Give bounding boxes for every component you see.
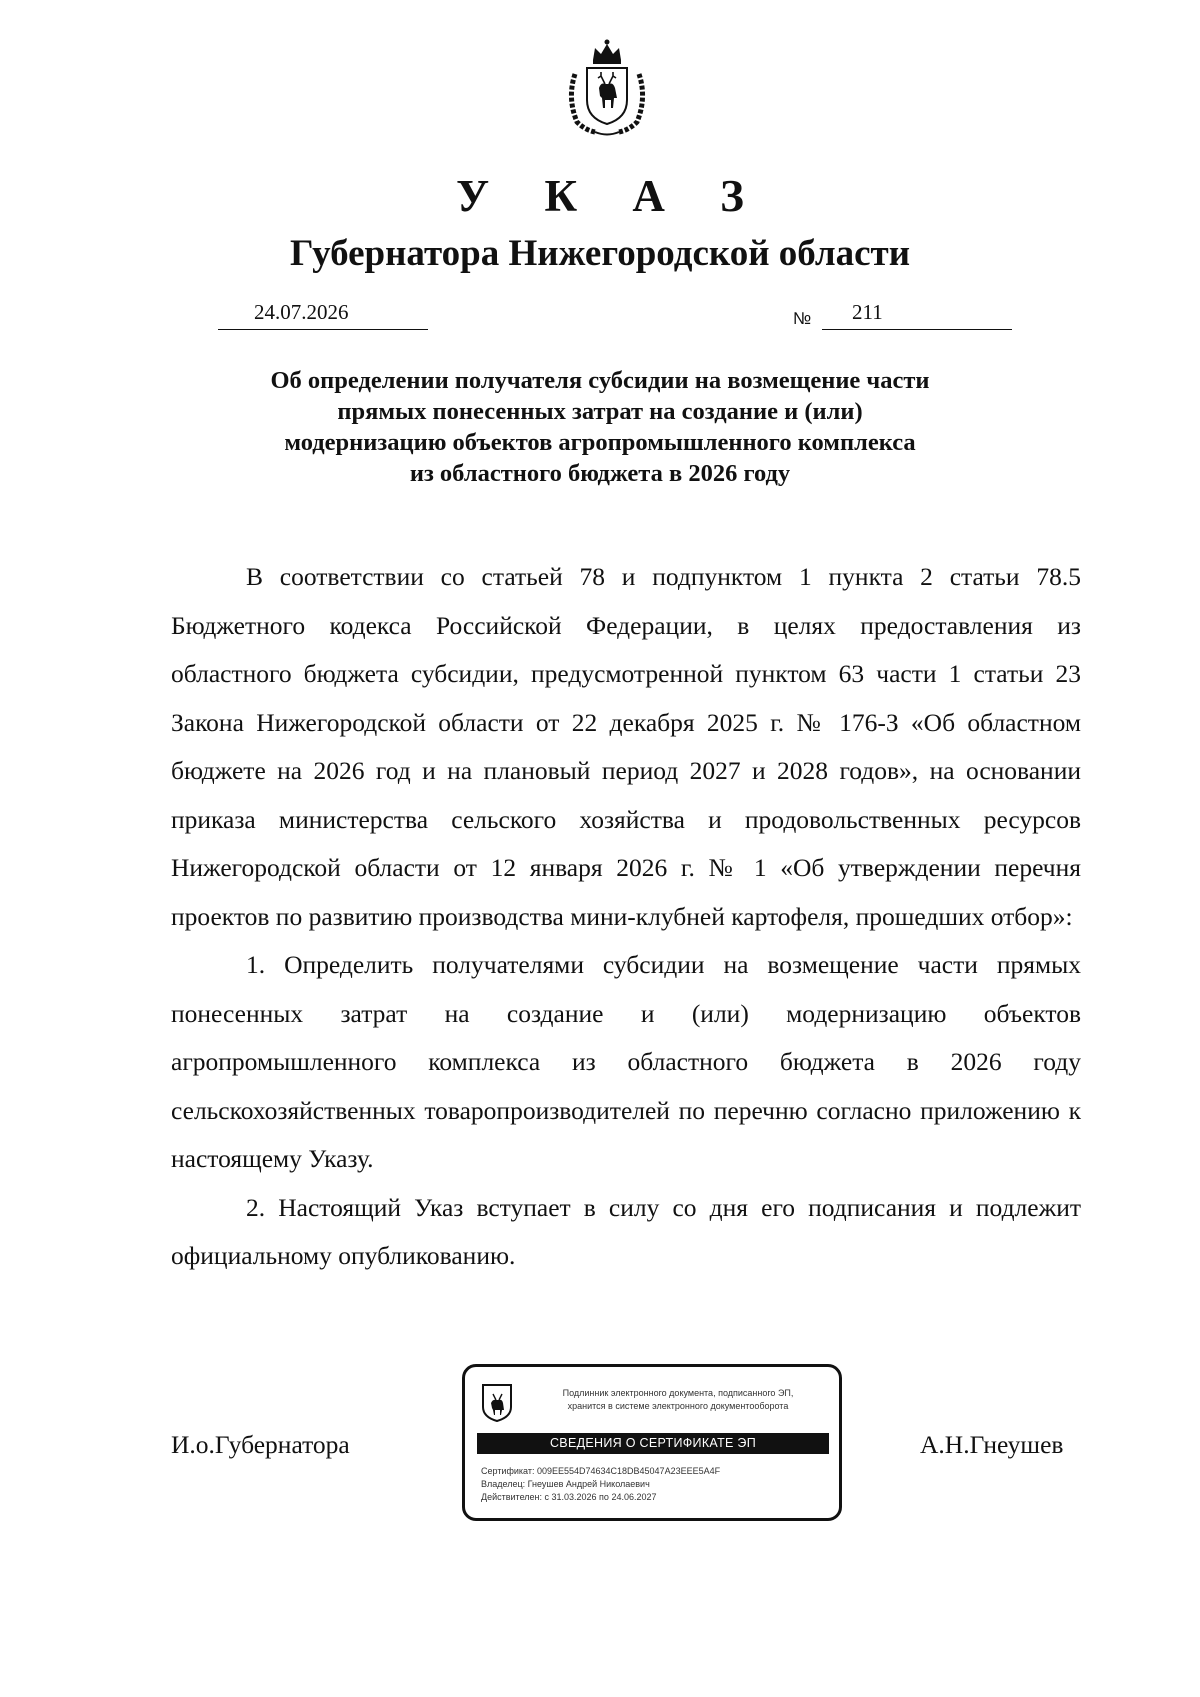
document-type-title: У К А З: [456, 171, 766, 221]
heading-line: из областного бюджета в 2026 году: [409, 460, 791, 487]
heading-line: Об определении получателя субсидии на возмещение части: [270, 367, 930, 394]
certificate-validity: Действителен: с 31.03.2026 по 24.06.2027: [481, 1492, 657, 1502]
certificate-info-header: СВЕДЕНИЯ О СЕРТИФИКАТЕ ЭП: [477, 1433, 829, 1454]
electronic-signature-stamp: [462, 1364, 842, 1521]
document-date: 24.07.2026: [218, 300, 428, 330]
certificate-owner: Владелец: Гнеушев Андрей Николаевич: [481, 1479, 650, 1489]
number-sign: №: [793, 309, 812, 328]
clause-1-paragraph: 1. Определить получателями субсидии на возмещение части прямых понесенных затрат на создание и (или) модернизацию объектов агропромышленного комплекса из областного бюджета в 2026 году сельскохозяйственных товаропроизводителей по перечню согласно приложению к настоящему Указу.: [171, 950, 1081, 1173]
document-body: [171, 553, 1081, 1281]
issuer-subtitle: Губернатора Нижегородской области: [289, 233, 911, 274]
signatory-position: И.о.Губернатора: [171, 1430, 350, 1459]
preamble-paragraph: В соответствии со статьей 78 и подпунктом 1 пункта 2 статьи 78.5 Бюджетного кодекса Российской Федерации, в целях предоставления из областного бюджета субсидии, предусмотренной пунктом 63 части 1 статьи 23 Закона Нижегородской области от 22 декабря 2025 г. № 176-З «Об областном бюджете на 2026 год и на плановый период 2027 и 2028 годов», на основании приказа министерства сельского хозяйства и продовольственных ресурсов Нижегородской области от 12 января 2026 г. № 1 «Об утверждении перечня проектов по развитию производства мини-клубней картофеля, прошедших отбор»:: [171, 562, 1081, 931]
certificate-id: Сертификат: 009EE554D74634C18DB45047A23EEE5A4F: [481, 1466, 721, 1476]
signatory-name: А.Н.Гнеушев: [920, 1430, 1064, 1459]
clause-2-paragraph: 2. Настоящий Указ вступает в силу со дня его подписания и подлежит официальному опубликованию.: [171, 1192, 1081, 1270]
stamp-note-line: хранится в системе электронного документооборота: [567, 1401, 789, 1411]
stamp-note: [523, 1387, 833, 1413]
document-number: 211: [822, 300, 1012, 330]
heading-line: прямых понесенных затрат на создание и (или): [337, 398, 863, 425]
coat-of-arms-icon: [481, 1383, 513, 1423]
heading-line: модернизацию объектов агропромышленного комплекса: [284, 429, 916, 456]
stamp-note-line: Подлинник электронного документа, подписанного ЭП,: [562, 1388, 794, 1398]
document-heading: [0, 365, 1200, 489]
coat-of-arms-emblem: [565, 38, 649, 138]
certificate-details: [481, 1465, 720, 1504]
